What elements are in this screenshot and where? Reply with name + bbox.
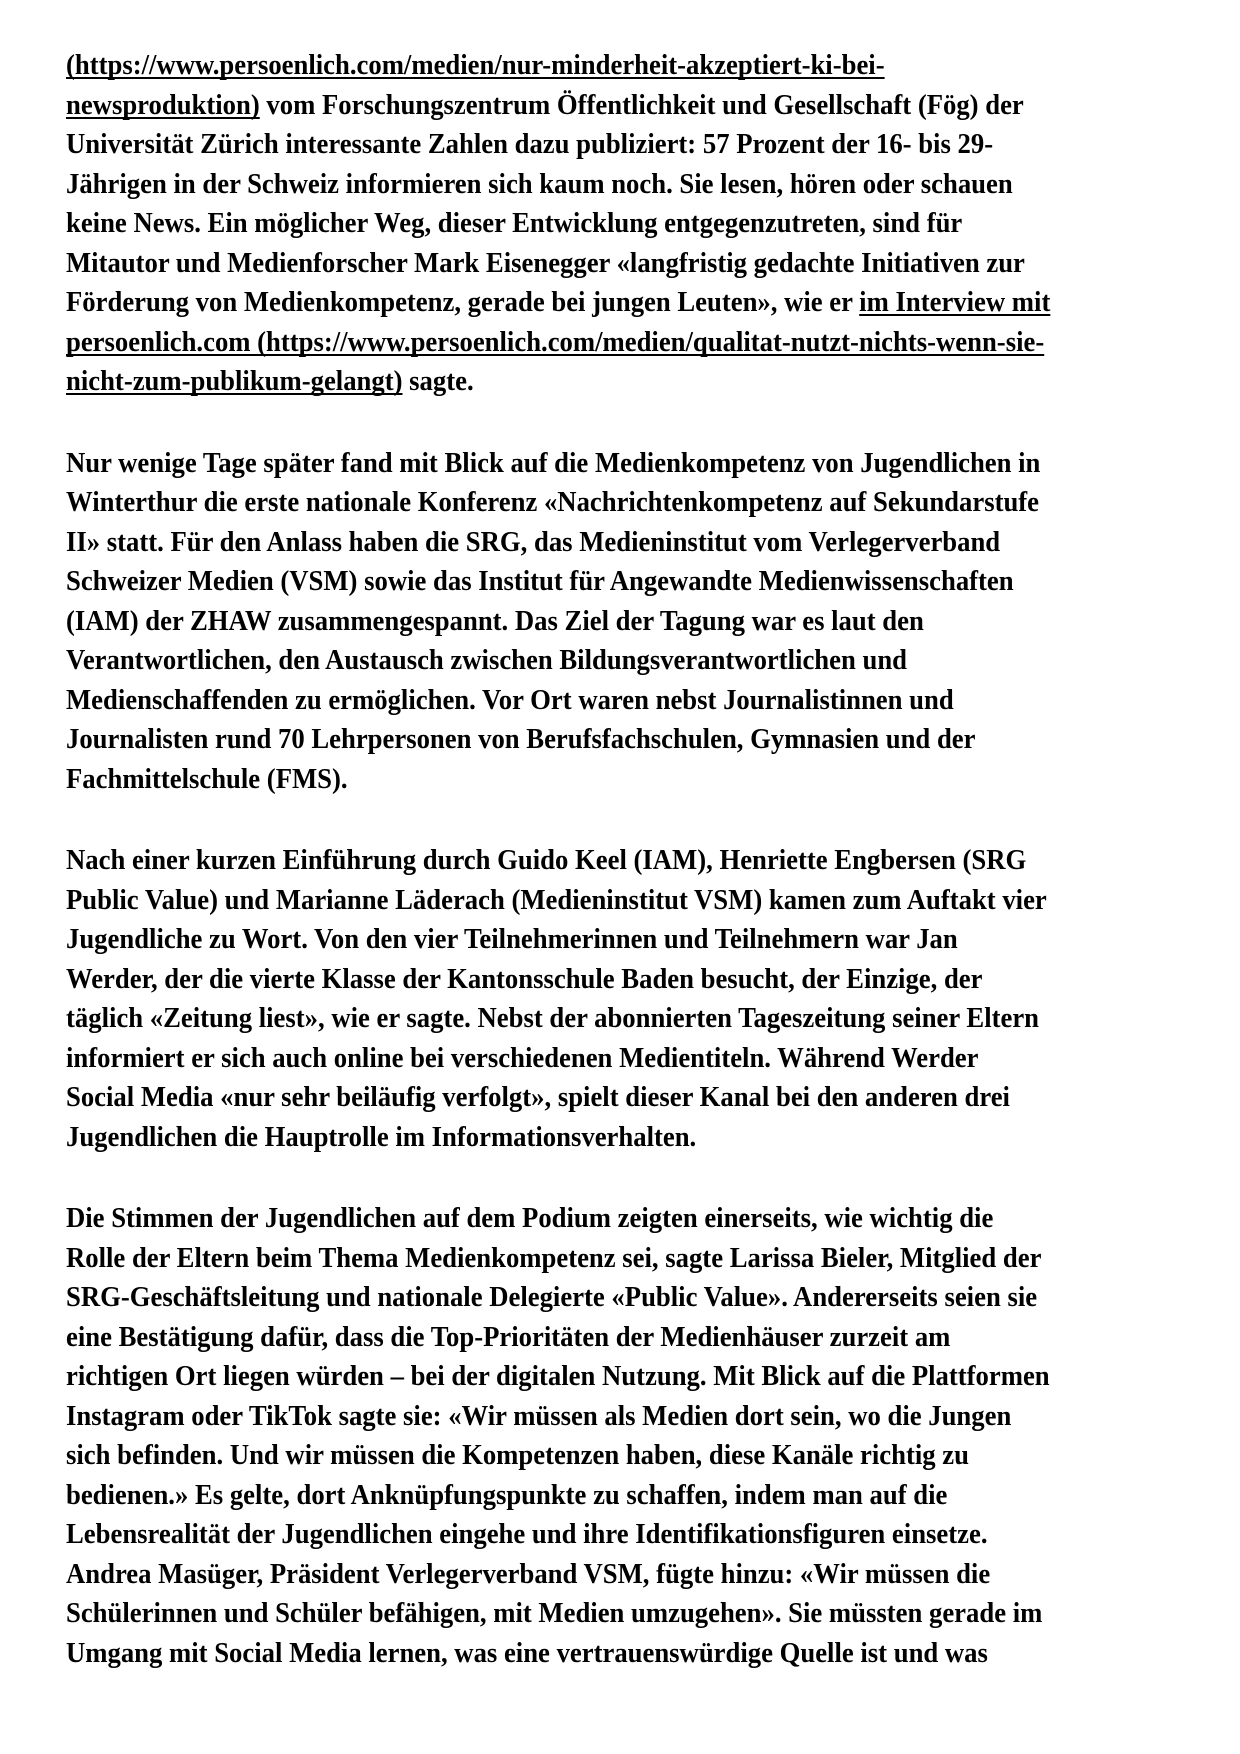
- text-line: [66, 1039, 1146, 1079]
- text-line: [66, 283, 1146, 323]
- text-segment: Social Media «nur sehr beiläufig verfolgt», spielt dieser Kanal bei den anderen drei: [66, 1081, 1010, 1113]
- text-line: [66, 1239, 1146, 1279]
- text-segment: Umgang mit Social Media lernen, was eine vertrauenswürdige Quelle ist und was: [66, 1636, 988, 1669]
- text-segment: Mitautor und Medienforscher Mark Eisenegger «langfristig gedachte Initiativen zur: [66, 246, 1025, 279]
- text-line: [66, 1555, 1146, 1595]
- text-segment: täglich «Zeitung liest», wie er sagte. Nebst der abonnierten Tageszeitung seiner Eltern: [66, 1002, 1040, 1034]
- text-line: [66, 1199, 1146, 1239]
- hyperlink-text[interactable]: (https://www.persoenlich.com/medien/nur-minderheit-akzeptiert-ki-bei-: [66, 49, 885, 81]
- text-segment: Winterthur die erste nationale Konferenz «Nachrichtenkompetenz auf Sekundarstufe: [66, 486, 1040, 518]
- text-line: [66, 1594, 1146, 1634]
- text-segment: Rolle der Eltern beim Thema Medienkompetenz sei, sagte Larissa Bieler, Mitglied der: [66, 1241, 1042, 1274]
- text-line: [66, 681, 1146, 721]
- text-segment: Jugendliche zu Wort. Von den vier Teilnehmerinnen und Teilnehmern war Jan: [66, 923, 958, 955]
- text-line: [66, 760, 1146, 800]
- hyperlink-text[interactable]: im Interview mit: [859, 286, 1051, 318]
- paragraph-1: [66, 46, 1146, 402]
- text-segment: Die Stimmen der Jugendlichen auf dem Podium zeigten einerseits, wie wichtig die: [66, 1202, 994, 1234]
- text-line: [66, 960, 1146, 1000]
- text-segment: Nur wenige Tage später fand mit Blick auf die Medienkompetenz von Jugendlichen in: [66, 446, 1041, 479]
- text-line: [66, 362, 1146, 402]
- text-line: [66, 1634, 1146, 1674]
- text-segment: sich befinden. Und wir müssen die Kompetenzen haben, diese Kanäle richtig zu: [66, 1439, 969, 1471]
- text-line: [66, 483, 1146, 523]
- text-line: [66, 1318, 1146, 1358]
- text-segment: Lebensrealität der Jugendlichen eingehe und ihre Identifikationsfiguren einsetze.: [66, 1518, 988, 1550]
- text-segment: Medienschaffenden zu ermöglichen. Vor Ort waren nebst Journalistinnen und: [66, 683, 954, 716]
- document-body: [66, 46, 1146, 1673]
- text-line: [66, 204, 1146, 244]
- text-line: [66, 86, 1146, 126]
- text-line: [66, 165, 1146, 205]
- text-line: [66, 720, 1146, 760]
- text-line: [66, 523, 1146, 563]
- text-segment: Verantwortlichen, den Austausch zwischen Bildungsverantwortlichen und: [66, 644, 908, 676]
- text-line: [66, 1278, 1146, 1318]
- text-line: [66, 881, 1146, 921]
- hyperlink-text[interactable]: newsproduktion): [66, 88, 260, 121]
- text-line: [66, 323, 1146, 363]
- text-segment: Fachmittelschule (FMS).: [66, 762, 348, 795]
- text-segment: bedienen.» Es gelte, dort Anknüpfungspunkte zu schaffen, indem man auf die: [66, 1478, 948, 1511]
- paragraph-2: [66, 444, 1146, 800]
- text-segment: eine Bestätigung dafür, dass die Top-Prioritäten der Medienhäuser zurzeit am: [66, 1320, 951, 1353]
- paragraph-4: [66, 1199, 1146, 1673]
- text-segment: Public Value) und Marianne Läderach (Medieninstitut VSM) kamen zum Auftakt vier: [66, 883, 1047, 916]
- text-segment: Werder, der die vierte Klasse der Kantonsschule Baden besucht, der Einzige, der: [66, 962, 983, 995]
- text-segment: informiert er sich auch online bei verschiedenen Medientiteln. Während Werder: [66, 1041, 979, 1074]
- text-line: [66, 244, 1146, 284]
- text-line: [66, 1078, 1146, 1118]
- text-line: [66, 920, 1146, 960]
- text-segment: SRG-Geschäftsleitung und nationale Delegierte «Public Value». Andererseits seien sie: [66, 1281, 1038, 1313]
- text-line: [66, 125, 1146, 165]
- text-line: [66, 1476, 1146, 1516]
- text-segment: richtigen Ort liegen würden – bei der digitalen Nutzung. Mit Blick auf die Plattformen: [66, 1360, 1050, 1392]
- text-segment: Nach einer kurzen Einführung durch Guido Keel (IAM), Henriette Engbersen (SRG: [66, 844, 1027, 876]
- text-segment: Jugendlichen die Hauptrolle im Informationsverhalten.: [66, 1120, 697, 1153]
- text-segment: keine News. Ein möglicher Weg, dieser Entwicklung entgegenzutreten, sind für: [66, 207, 963, 239]
- text-line: [66, 1436, 1146, 1476]
- text-segment: Universität Zürich interessante Zahlen dazu publiziert: 57 Prozent der 16- bis 29-: [66, 128, 994, 160]
- text-segment: vom Forschungszentrum Öffentlichkeit und Gesellschaft (Fög) der: [259, 88, 1024, 121]
- text-segment: Instagram oder TikTok sagte sie: «Wir müssen als Medien dort sein, wo die Jungen: [66, 1399, 1012, 1432]
- text-segment: Schülerinnen und Schüler befähigen, mit Medien umzugehen». Sie müssten gerade im: [66, 1597, 1043, 1629]
- text-line: [66, 841, 1146, 881]
- text-segment: (IAM) der ZHAW zusammengespannt. Das Ziel der Tagung war es laut den: [66, 604, 924, 637]
- text-segment: Journalisten rund 70 Lehrpersonen von Berufsfachschulen, Gymnasien und der: [66, 723, 976, 755]
- text-line: [66, 1118, 1146, 1158]
- text-line: [66, 1515, 1146, 1555]
- text-line: [66, 1357, 1146, 1397]
- text-line: [66, 999, 1146, 1039]
- hyperlink-text[interactable]: persoenlich.com (https://www.persoenlich.com/medien/qualitat-nutzt-nichts-wenn-sie-: [66, 325, 1045, 358]
- text-segment: Förderung von Medienkompetenz, gerade bei jungen Leuten», wie er: [66, 286, 860, 318]
- text-line: [66, 46, 1146, 86]
- hyperlink-text[interactable]: nicht-zum-publikum-gelangt): [66, 365, 403, 397]
- text-line: [66, 641, 1146, 681]
- text-line: [66, 602, 1146, 642]
- text-segment: Schweizer Medien (VSM) sowie das Institut für Angewandte Medienwissenschaften: [66, 565, 1014, 597]
- text-line: [66, 562, 1146, 602]
- text-segment: II» statt. Für den Anlass haben die SRG, das Medieninstitut vom Verlegerverband: [66, 525, 1001, 558]
- text-line: [66, 1397, 1146, 1437]
- paragraph-3: [66, 841, 1146, 1157]
- text-segment: Andrea Masüger, Präsident Verlegerverband VSM, fügte hinzu: «Wir müssen die: [66, 1557, 991, 1590]
- text-line: [66, 444, 1146, 484]
- text-segment: Jährigen in der Schweiz informieren sich kaum noch. Sie lesen, hören oder schauen: [66, 167, 1013, 200]
- text-segment: sagte.: [402, 365, 474, 397]
